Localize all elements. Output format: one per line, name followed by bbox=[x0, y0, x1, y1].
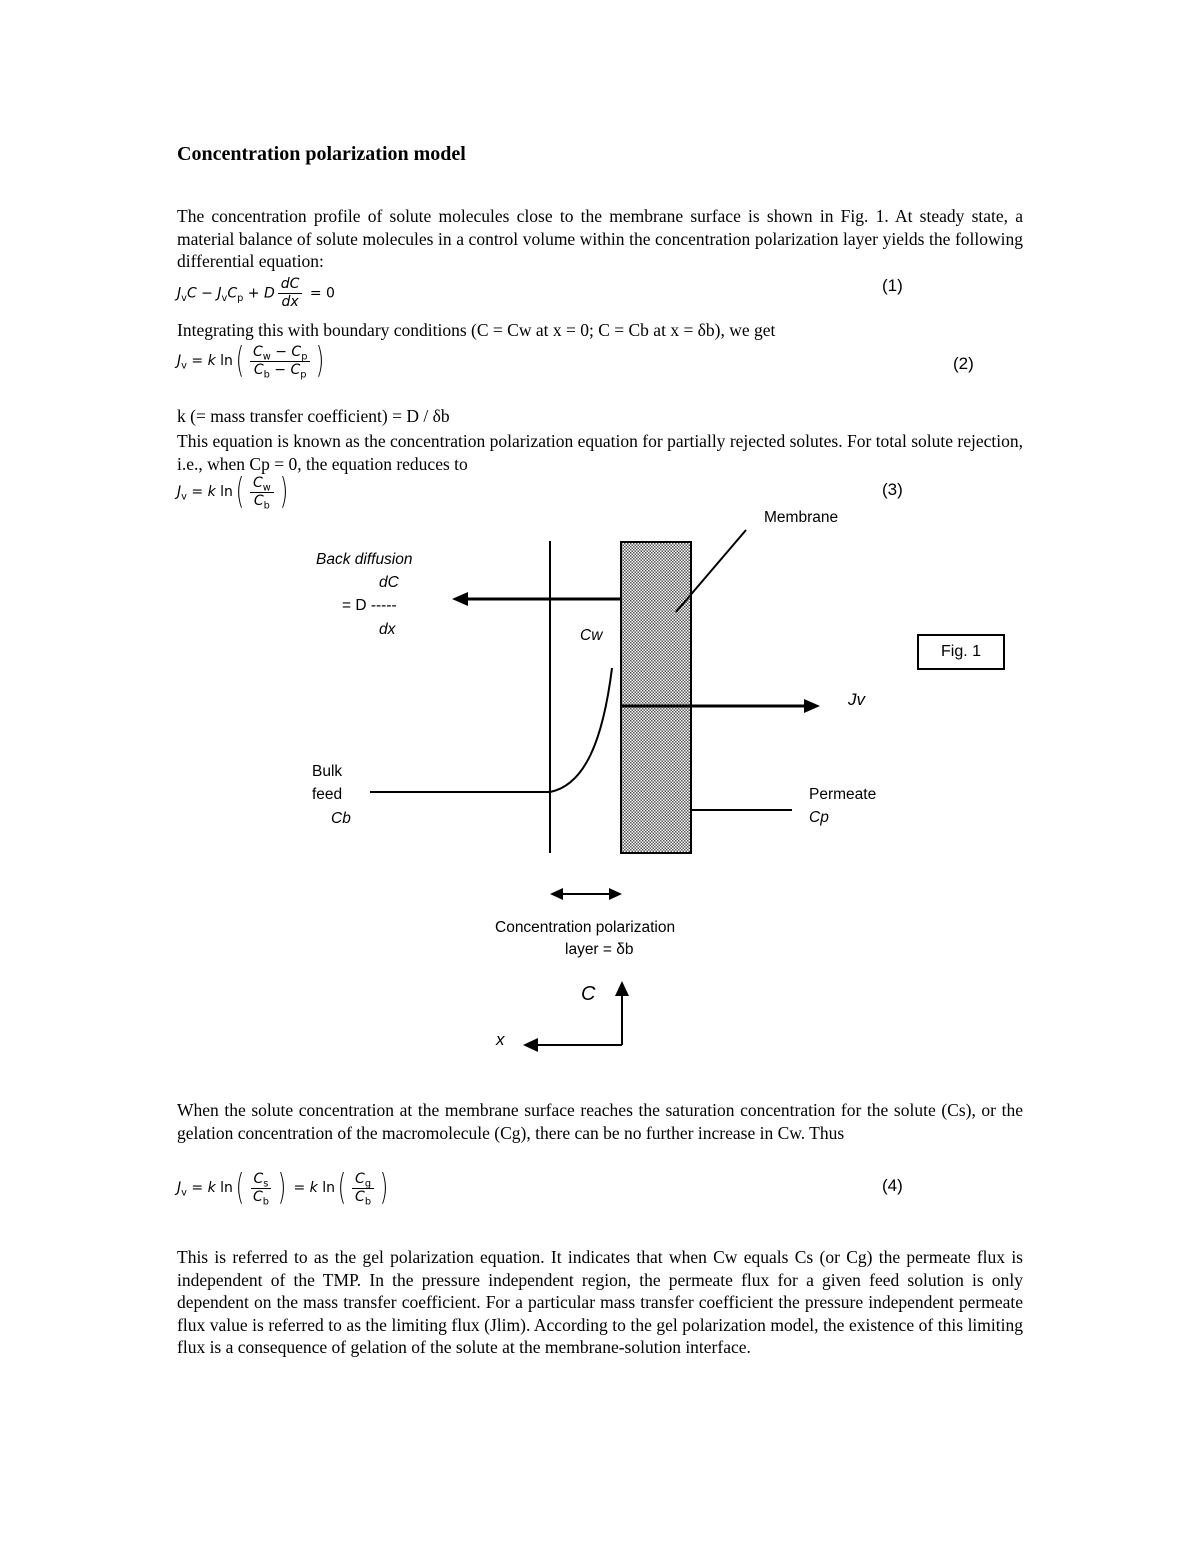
back-diffusion-arrowhead bbox=[452, 592, 468, 606]
x-axis-label: x bbox=[496, 1030, 505, 1049]
concentration-profile-curve bbox=[550, 668, 612, 792]
layer-width-arrowhead-right bbox=[609, 888, 622, 900]
equation-4-number: (4) bbox=[882, 1176, 903, 1195]
partial-rejection-paragraph: This equation is known as the concentration polarization equation for partially rejected solutes. For total solute rejection, i.e., when Cp = 0, the equation reduces to bbox=[177, 431, 1023, 474]
equation-2-number: (2) bbox=[953, 354, 974, 373]
membrane-block bbox=[621, 542, 691, 853]
back-diffusion-equation: = D ----- bbox=[342, 597, 397, 614]
c-axis-arrowhead bbox=[615, 981, 629, 996]
cw-label: Cw bbox=[580, 627, 603, 644]
equation-1-number: (1) bbox=[882, 276, 903, 295]
layer-label-line-2: layer = δb bbox=[565, 941, 634, 958]
intro-paragraph: The concentration profile of solute molecules close to the membrane surface is shown in Fig. 1. At steady state, a material balance of solute molecules in a control volume within the concentration polarization layer yields the following differential equation: bbox=[177, 206, 1023, 272]
layer-label-line-1: Concentration polarization bbox=[495, 919, 676, 936]
feed-label: feed bbox=[312, 786, 343, 803]
flux-arrowhead bbox=[804, 699, 820, 713]
layer-width-arrowhead-left bbox=[550, 888, 563, 900]
equation-2: $J_v = k$ ln( $\frac{C_w - C_p}{C_b - C_p}$ ) bbox=[177, 340, 325, 381]
equation-3-number: (3) bbox=[882, 480, 903, 499]
jv-label: Jv bbox=[848, 690, 865, 709]
x-axis-arrowhead bbox=[523, 1038, 538, 1052]
back-diffusion-dc: dC bbox=[379, 574, 399, 591]
figure-label: Fig. 1 bbox=[940, 643, 981, 660]
page-title: Concentration polarization model bbox=[177, 143, 466, 165]
cb-label: Cb bbox=[331, 810, 351, 827]
k-definition: k (= mass transfer coefficient) = D / δb bbox=[177, 406, 450, 426]
bulk-label: Bulk bbox=[312, 763, 343, 780]
membrane-label: Membrane bbox=[764, 509, 839, 526]
permeate-label: Permeate bbox=[809, 786, 877, 803]
c-axis-label: C bbox=[581, 983, 596, 1005]
cp-label: Cp bbox=[809, 809, 829, 826]
equation-4: $J_v = k$ ln( $\frac{C_s}{C_b}$ ) = k ln( $\frac{C_g}{C_b}$ ) bbox=[177, 1167, 389, 1208]
equation-3: $J_v = k$ ln( $\frac{C_w}{C_b}$ ) bbox=[177, 471, 289, 512]
gel-polarization-paragraph: This is referred to as the gel polarization equation. It indicates that when Cw equals Cs (or Cg) the permeate flux is independent of the TMP. In the pressure independent region, the permeate flux for a given feed solution is only dependent on the mass transfer coefficient. For a particular mass transfer coefficient the pressure independent permeate flux value is referred to as the limiting flux (Jlim). According to the gel polarization model, the existence of this limiting flux is a consequence of gelation of the solute at the membrane-solution interface. bbox=[177, 1247, 1023, 1358]
integrating-text: Integrating this with boundary conditions (C = Cw at x = 0; C = Cb at x = δb), we get bbox=[177, 320, 776, 340]
equation-1: $J_vC - J_vC_p + D$ $\frac{dC}{dx}$ = 0 bbox=[177, 276, 335, 310]
saturation-paragraph: When the solute concentration at the membrane surface reaches the saturation concentration for the solute (Cs), or the gelation concentration of the macromolecule (Cg), there can be no further increase in Cw. Thus bbox=[177, 1100, 1023, 1143]
figure-label-box bbox=[917, 634, 1005, 670]
back-diffusion-label: Back diffusion bbox=[316, 551, 413, 568]
back-diffusion-dx: dx bbox=[379, 621, 396, 638]
